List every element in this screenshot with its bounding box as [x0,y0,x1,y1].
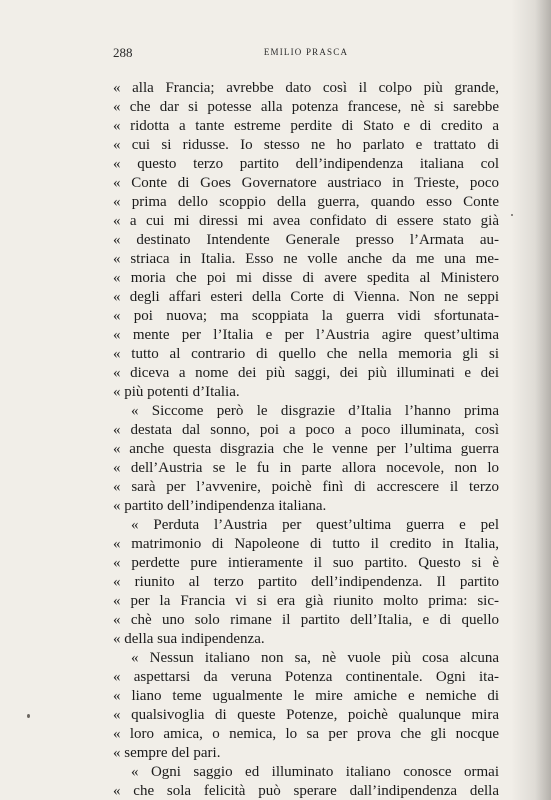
text-line: « alla Francia; avrebbe dato così il colpo più grande, [113,80,499,96]
text-line: « degli affari esteri della Corte di Vienna. Non ne seppi [113,289,499,305]
text-line: « moria che poi mi disse di avere spedita al Ministero [113,270,499,286]
scan-speck [27,714,30,718]
text-line: « più potenti d’Italia. [113,384,240,400]
text-line: « destata dal sonno, poi a poco a poco illuminata, così [113,422,499,438]
scan-speck [511,214,513,216]
text-line: « Siccome però le disgrazie d’Italia l’hanno prima [131,403,499,419]
text-line: « per la Francia vi si era già riunito molto prima: sic- [113,593,499,609]
text-line: « che dar si potesse alla potenza francese, nè si sarebbe [113,99,499,115]
text-line: « destinato Intendente Generale presso l’Armata au- [113,232,499,248]
text-line: « che sola felicità può sperare dall’indipendenza della [113,783,499,799]
page-number: 288 [113,45,133,60]
text-line: « aspettarsi da veruna Potenza continentale. Ogni ita- [113,669,499,685]
text-line: « striaca in Italia. Esso ne volle anche da me una me- [113,251,499,267]
body-text [113,79,499,800]
text-line: « della sua indipendenza. [113,631,265,647]
text-line: « matrimonio di Napoleone di tutto il credito in Italia, [113,536,499,552]
text-line: « liano teme ugualmente le mire amiche e nemiche di [113,688,499,704]
text-line: « tutto al contrario di quello che nella memoria gli si [113,346,499,362]
text-line: « Ogni saggio ed illuminato italiano conosce ormai [131,764,499,780]
text-line: « loro amica, o nemica, lo sa per prova che gli nocque [113,726,499,742]
text-line: « partito dell’indipendenza italiana. [113,498,327,514]
text-line: « a cui mi diressi mi avea confidato di essere stato già [113,213,499,229]
text-line: « dell’Austria se le fu in parte allora nocevole, non lo [113,460,499,476]
text-line: « ridotta a tante estreme perdite di Stato e di credito a [113,118,499,134]
text-line: « riunito al terzo partito dell’indipendenza. Il partito [113,574,499,590]
text-line: « cui si ridusse. Io stesso ne ho parlato e trattato di [113,137,499,153]
text-line: « qualsivoglia di queste Potenze, poichè qualunque mira [113,707,499,723]
text-line: « Conte di Goes Governatore austriaco in Trieste, poco [113,175,499,191]
text-line: « Perduta l’Austria per quest’ultima guerra e pel [131,517,499,533]
text-line: « sarà per l’avvenire, poichè finì di accrescere il terzo [113,479,499,495]
text-line: « poi nuova; ma scoppiata la guerra vidi sfortunata- [113,308,499,324]
running-head: EMILIO PRASCA [263,47,349,57]
text-line: « questo terzo partito dell’indipendenza italiana col [113,156,499,172]
text-line: « prima dello scoppio della guerra, quando esso Conte [113,194,499,210]
text-line: « diceva a nome dei più saggi, dei più illuminati e dei [113,365,499,381]
page-header [113,45,499,63]
text-line: « anche questa disgrazia che le venne per l’ultima guerra [113,441,499,457]
text-line: « perdette pure intieramente il suo partito. Questo si è [113,555,499,571]
text-line: « chè uno solo rimane il partito dell’Italia, e di quello [113,612,499,628]
text-line: « mente per l’Italia e per l’Austria agire quest’ultima [113,327,499,343]
text-line: « Nessun italiano non sa, nè vuole più cosa alcuna [131,650,499,666]
page-edge-shadow [511,0,551,800]
text-line: « sempre del pari. [113,745,221,761]
